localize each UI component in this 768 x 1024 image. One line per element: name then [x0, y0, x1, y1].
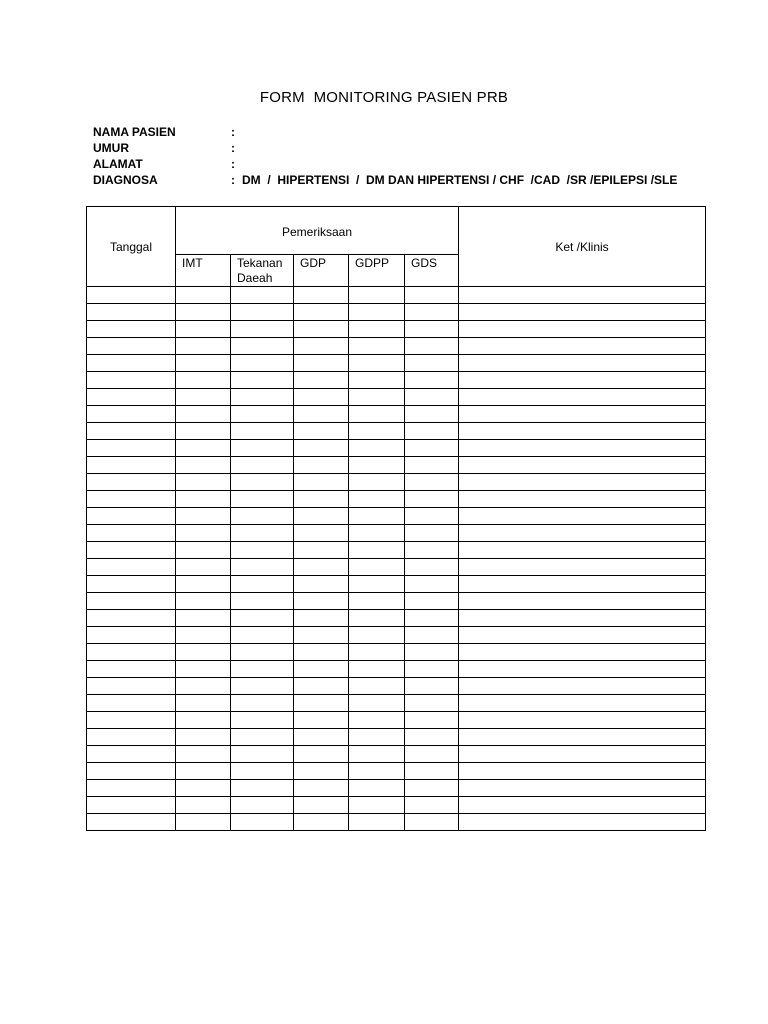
table-row [87, 678, 706, 695]
tekanan-daeah-cell[interactable] [231, 474, 294, 491]
tanggal-cell[interactable] [87, 814, 176, 831]
gds-cell[interactable] [405, 457, 459, 474]
table-row [87, 542, 706, 559]
gdpp-cell[interactable] [349, 423, 405, 440]
gdpp-cell[interactable] [349, 559, 405, 576]
gdp-cell[interactable] [294, 287, 349, 304]
tanggal-cell[interactable] [87, 338, 176, 355]
gdpp-cell[interactable] [349, 321, 405, 338]
name-colon: : [231, 125, 235, 139]
imt-cell[interactable] [176, 814, 231, 831]
tanggal-cell[interactable] [87, 423, 176, 440]
gds-cell[interactable] [405, 338, 459, 355]
imt-cell[interactable] [176, 559, 231, 576]
gdpp-cell[interactable] [349, 763, 405, 780]
ket-klinis-cell[interactable] [459, 780, 706, 797]
ket-klinis-cell[interactable] [459, 559, 706, 576]
tanggal-cell[interactable] [87, 508, 176, 525]
gds-cell[interactable] [405, 559, 459, 576]
table-row [87, 423, 706, 440]
ket-klinis-cell[interactable] [459, 508, 706, 525]
age-colon: : [231, 141, 235, 155]
ket-klinis-cell[interactable] [459, 457, 706, 474]
diagnosis-label: DIAGNOSA [93, 173, 158, 187]
ket-klinis-cell[interactable] [459, 593, 706, 610]
imt-cell[interactable] [176, 746, 231, 763]
gdp-cell[interactable] [294, 627, 349, 644]
tekanan-daeah-cell[interactable] [231, 440, 294, 457]
gdp-cell[interactable] [294, 661, 349, 678]
tanggal-cell[interactable] [87, 304, 176, 321]
gdpp-cell[interactable] [349, 542, 405, 559]
tekanan-daeah-cell[interactable] [231, 763, 294, 780]
gdpp-cell[interactable] [349, 491, 405, 508]
table-row [87, 797, 706, 814]
gdpp-cell[interactable] [349, 338, 405, 355]
table-row [87, 372, 706, 389]
tanggal-cell[interactable] [87, 406, 176, 423]
tekanan-daeah-cell[interactable] [231, 746, 294, 763]
tanggal-cell[interactable] [87, 695, 176, 712]
header-row-top [87, 207, 706, 255]
table-row [87, 338, 706, 355]
gdpp-cell[interactable] [349, 661, 405, 678]
imt-cell[interactable] [176, 661, 231, 678]
imt-cell[interactable] [176, 338, 231, 355]
imt-cell[interactable] [176, 644, 231, 661]
tanggal-cell[interactable] [87, 474, 176, 491]
imt-cell[interactable] [176, 542, 231, 559]
imt-cell[interactable] [176, 457, 231, 474]
ket-klinis-cell[interactable] [459, 406, 706, 423]
ket-klinis-cell[interactable] [459, 644, 706, 661]
header-ket-klinis: Ket /Klinis [459, 207, 706, 287]
tanggal-cell[interactable] [87, 287, 176, 304]
table-row [87, 780, 706, 797]
tanggal-cell[interactable] [87, 559, 176, 576]
tanggal-cell[interactable] [87, 457, 176, 474]
gds-cell[interactable] [405, 576, 459, 593]
patient-info-row-name [93, 124, 235, 140]
tekanan-daeah-cell[interactable] [231, 525, 294, 542]
tanggal-cell[interactable] [87, 661, 176, 678]
gds-cell[interactable] [405, 746, 459, 763]
imt-cell[interactable] [176, 525, 231, 542]
gdpp-cell[interactable] [349, 797, 405, 814]
table-row [87, 593, 706, 610]
imt-cell[interactable] [176, 287, 231, 304]
gdp-cell[interactable] [294, 695, 349, 712]
ket-klinis-cell[interactable] [459, 372, 706, 389]
gdp-cell[interactable] [294, 372, 349, 389]
tekanan-daeah-cell[interactable] [231, 338, 294, 355]
address-colon: : [231, 157, 235, 171]
gds-cell[interactable] [405, 491, 459, 508]
imt-cell[interactable] [176, 304, 231, 321]
table-row [87, 525, 706, 542]
ket-klinis-cell[interactable] [459, 576, 706, 593]
gds-cell[interactable] [405, 355, 459, 372]
gdpp-cell[interactable] [349, 729, 405, 746]
gdp-cell[interactable] [294, 406, 349, 423]
header-tekanan-daeah: Tekanan Daeah [231, 255, 294, 287]
imt-cell[interactable] [176, 712, 231, 729]
ket-klinis-cell[interactable] [459, 491, 706, 508]
ket-klinis-cell[interactable] [459, 746, 706, 763]
tekanan-daeah-cell[interactable] [231, 729, 294, 746]
gds-cell[interactable] [405, 780, 459, 797]
table-row [87, 627, 706, 644]
gdpp-cell[interactable] [349, 304, 405, 321]
tanggal-cell[interactable] [87, 780, 176, 797]
tekanan-daeah-cell[interactable] [231, 627, 294, 644]
gdp-cell[interactable] [294, 321, 349, 338]
tekanan-daeah-cell[interactable] [231, 287, 294, 304]
imt-cell[interactable] [176, 440, 231, 457]
ket-klinis-cell[interactable] [459, 287, 706, 304]
gdp-cell[interactable] [294, 593, 349, 610]
gdpp-cell[interactable] [349, 627, 405, 644]
tekanan-daeah-cell[interactable] [231, 457, 294, 474]
tanggal-cell[interactable] [87, 678, 176, 695]
ket-klinis-cell[interactable] [459, 814, 706, 831]
gds-cell[interactable] [405, 678, 459, 695]
ket-klinis-cell[interactable] [459, 355, 706, 372]
imt-cell[interactable] [176, 780, 231, 797]
gdpp-cell[interactable] [349, 746, 405, 763]
gdp-cell[interactable] [294, 355, 349, 372]
table-row [87, 559, 706, 576]
gds-cell[interactable] [405, 321, 459, 338]
imt-cell[interactable] [176, 576, 231, 593]
gdpp-cell[interactable] [349, 474, 405, 491]
gds-cell[interactable] [405, 712, 459, 729]
ket-klinis-cell[interactable] [459, 763, 706, 780]
ket-klinis-cell[interactable] [459, 729, 706, 746]
tanggal-cell[interactable] [87, 797, 176, 814]
tekanan-daeah-cell[interactable] [231, 661, 294, 678]
imt-cell[interactable] [176, 474, 231, 491]
gdp-cell[interactable] [294, 457, 349, 474]
imt-cell[interactable] [176, 593, 231, 610]
table-row [87, 576, 706, 593]
gds-cell[interactable] [405, 644, 459, 661]
imt-cell[interactable] [176, 321, 231, 338]
table-row [87, 440, 706, 457]
ket-klinis-cell[interactable] [459, 627, 706, 644]
patient-info-row-address [93, 156, 235, 172]
gds-cell[interactable] [405, 508, 459, 525]
ket-klinis-cell[interactable] [459, 678, 706, 695]
tanggal-cell[interactable] [87, 542, 176, 559]
table-row [87, 491, 706, 508]
ket-klinis-cell[interactable] [459, 695, 706, 712]
header-gds: GDS [405, 255, 459, 287]
tanggal-cell[interactable] [87, 763, 176, 780]
gdp-cell[interactable] [294, 491, 349, 508]
imt-cell[interactable] [176, 389, 231, 406]
tekanan-daeah-cell[interactable] [231, 678, 294, 695]
table-row [87, 304, 706, 321]
tanggal-cell[interactable] [87, 389, 176, 406]
tekanan-daeah-cell[interactable] [231, 355, 294, 372]
gdp-cell[interactable] [294, 746, 349, 763]
tanggal-cell[interactable] [87, 627, 176, 644]
gdp-cell[interactable] [294, 389, 349, 406]
gdp-cell[interactable] [294, 423, 349, 440]
tanggal-cell[interactable] [87, 712, 176, 729]
gdpp-cell[interactable] [349, 525, 405, 542]
gds-cell[interactable] [405, 304, 459, 321]
table-row [87, 389, 706, 406]
tanggal-cell[interactable] [87, 355, 176, 372]
form-title: FORM MONITORING PASIEN PRB [259, 89, 509, 106]
gds-cell[interactable] [405, 389, 459, 406]
patient-info-row-age [93, 140, 235, 156]
tanggal-cell[interactable] [87, 729, 176, 746]
table-row [87, 355, 706, 372]
table-row [87, 610, 706, 627]
table-row [87, 508, 706, 525]
gdp-cell[interactable] [294, 576, 349, 593]
gdp-cell[interactable] [294, 440, 349, 457]
gdp-cell[interactable] [294, 729, 349, 746]
gdp-cell[interactable] [294, 542, 349, 559]
tekanan-daeah-cell[interactable] [231, 712, 294, 729]
name-label: NAMA PASIEN [93, 125, 176, 139]
gdpp-cell[interactable] [349, 355, 405, 372]
tekanan-daeah-cell[interactable] [231, 780, 294, 797]
gdpp-cell[interactable] [349, 406, 405, 423]
gdp-cell[interactable] [294, 780, 349, 797]
tekanan-daeah-cell[interactable] [231, 576, 294, 593]
ket-klinis-cell[interactable] [459, 525, 706, 542]
gds-cell[interactable] [405, 372, 459, 389]
table-body [87, 287, 706, 831]
table-row [87, 406, 706, 423]
header-tanggal: Tanggal [87, 207, 176, 287]
gdp-cell[interactable] [294, 474, 349, 491]
ket-klinis-cell[interactable] [459, 389, 706, 406]
ket-klinis-cell[interactable] [459, 542, 706, 559]
gdpp-cell[interactable] [349, 287, 405, 304]
ket-klinis-cell[interactable] [459, 338, 706, 355]
gdpp-cell[interactable] [349, 695, 405, 712]
tekanan-daeah-cell[interactable] [231, 814, 294, 831]
table-row [87, 729, 706, 746]
gds-cell[interactable] [405, 440, 459, 457]
gdpp-cell[interactable] [349, 457, 405, 474]
table-row [87, 287, 706, 304]
table-row [87, 644, 706, 661]
gds-cell[interactable] [405, 814, 459, 831]
gdp-cell[interactable] [294, 508, 349, 525]
diagnosis-colon: : [231, 173, 235, 187]
imt-cell[interactable] [176, 627, 231, 644]
table-row [87, 712, 706, 729]
header-gdpp: GDPP [349, 255, 405, 287]
gdp-cell[interactable] [294, 304, 349, 321]
tekanan-daeah-cell[interactable] [231, 372, 294, 389]
tekanan-daeah-cell[interactable] [231, 304, 294, 321]
header-imt: IMT [176, 255, 231, 287]
ket-klinis-cell[interactable] [459, 712, 706, 729]
table-row [87, 814, 706, 831]
gdpp-cell[interactable] [349, 372, 405, 389]
table-row [87, 695, 706, 712]
gdpp-cell[interactable] [349, 576, 405, 593]
tekanan-daeah-cell[interactable] [231, 508, 294, 525]
tekanan-daeah-cell[interactable] [231, 423, 294, 440]
tanggal-cell[interactable] [87, 746, 176, 763]
tekanan-daeah-cell[interactable] [231, 593, 294, 610]
gdp-cell[interactable] [294, 763, 349, 780]
patient-info-row-diagnosis [93, 172, 678, 188]
gds-cell[interactable] [405, 406, 459, 423]
gdpp-cell[interactable] [349, 814, 405, 831]
tekanan-daeah-cell[interactable] [231, 542, 294, 559]
gdpp-cell[interactable] [349, 678, 405, 695]
tekanan-daeah-cell[interactable] [231, 644, 294, 661]
gds-cell[interactable] [405, 797, 459, 814]
tanggal-cell[interactable] [87, 525, 176, 542]
gdpp-cell[interactable] [349, 593, 405, 610]
gdpp-cell[interactable] [349, 440, 405, 457]
tanggal-cell[interactable] [87, 491, 176, 508]
tekanan-daeah-cell[interactable] [231, 610, 294, 627]
ket-klinis-cell[interactable] [459, 440, 706, 457]
table-row [87, 321, 706, 338]
gds-cell[interactable] [405, 661, 459, 678]
table-row [87, 661, 706, 678]
tekanan-daeah-cell[interactable] [231, 559, 294, 576]
tanggal-cell[interactable] [87, 440, 176, 457]
tekanan-daeah-cell[interactable] [231, 797, 294, 814]
tekanan-daeah-cell[interactable] [231, 491, 294, 508]
ket-klinis-cell[interactable] [459, 610, 706, 627]
gdp-cell[interactable] [294, 797, 349, 814]
gds-cell[interactable] [405, 593, 459, 610]
tanggal-cell[interactable] [87, 593, 176, 610]
imt-cell[interactable] [176, 678, 231, 695]
imt-cell[interactable] [176, 406, 231, 423]
tanggal-cell[interactable] [87, 321, 176, 338]
gdpp-cell[interactable] [349, 644, 405, 661]
ket-klinis-cell[interactable] [459, 423, 706, 440]
patient-info [93, 124, 678, 188]
gdp-cell[interactable] [294, 559, 349, 576]
imt-cell[interactable] [176, 695, 231, 712]
table-row [87, 457, 706, 474]
imt-cell[interactable] [176, 355, 231, 372]
tekanan-daeah-cell[interactable] [231, 389, 294, 406]
address-label: ALAMAT [93, 157, 143, 171]
gds-cell[interactable] [405, 610, 459, 627]
gdpp-cell[interactable] [349, 610, 405, 627]
gdpp-cell[interactable] [349, 712, 405, 729]
age-label: UMUR [93, 141, 129, 155]
gds-cell[interactable] [405, 525, 459, 542]
header-gdp: GDP [294, 255, 349, 287]
tanggal-cell[interactable] [87, 576, 176, 593]
table-row [87, 746, 706, 763]
imt-cell[interactable] [176, 372, 231, 389]
ket-klinis-cell[interactable] [459, 797, 706, 814]
gds-cell[interactable] [405, 287, 459, 304]
imt-cell[interactable] [176, 423, 231, 440]
gdp-cell[interactable] [294, 644, 349, 661]
gds-cell[interactable] [405, 695, 459, 712]
imt-cell[interactable] [176, 610, 231, 627]
imt-cell[interactable] [176, 508, 231, 525]
imt-cell[interactable] [176, 763, 231, 780]
tekanan-daeah-cell[interactable] [231, 406, 294, 423]
gds-cell[interactable] [405, 542, 459, 559]
gdp-cell[interactable] [294, 610, 349, 627]
ket-klinis-cell[interactable] [459, 661, 706, 678]
gds-cell[interactable] [405, 474, 459, 491]
ket-klinis-cell[interactable] [459, 321, 706, 338]
gdp-cell[interactable] [294, 814, 349, 831]
imt-cell[interactable] [176, 491, 231, 508]
gds-cell[interactable] [405, 627, 459, 644]
imt-cell[interactable] [176, 797, 231, 814]
table-row [87, 763, 706, 780]
diagnosis-options: DM / HIPERTENSI / DM DAN HIPERTENSI / CHF /CAD /SR /EPILEPSI /SLE [242, 173, 678, 187]
tanggal-cell[interactable] [87, 372, 176, 389]
gds-cell[interactable] [405, 729, 459, 746]
ket-klinis-cell[interactable] [459, 304, 706, 321]
tekanan-daeah-cell[interactable] [231, 695, 294, 712]
gdp-cell[interactable] [294, 525, 349, 542]
tanggal-cell[interactable] [87, 610, 176, 627]
gds-cell[interactable] [405, 423, 459, 440]
imt-cell[interactable] [176, 729, 231, 746]
ket-klinis-cell[interactable] [459, 474, 706, 491]
tanggal-cell[interactable] [87, 644, 176, 661]
table-row [87, 474, 706, 491]
gdp-cell[interactable] [294, 712, 349, 729]
gdp-cell[interactable] [294, 678, 349, 695]
gds-cell[interactable] [405, 763, 459, 780]
header-pemeriksaan: Pemeriksaan [176, 207, 459, 255]
gdpp-cell[interactable] [349, 508, 405, 525]
gdpp-cell[interactable] [349, 780, 405, 797]
gdp-cell[interactable] [294, 338, 349, 355]
gdpp-cell[interactable] [349, 389, 405, 406]
tekanan-daeah-cell[interactable] [231, 321, 294, 338]
monitoring-table [86, 206, 706, 831]
